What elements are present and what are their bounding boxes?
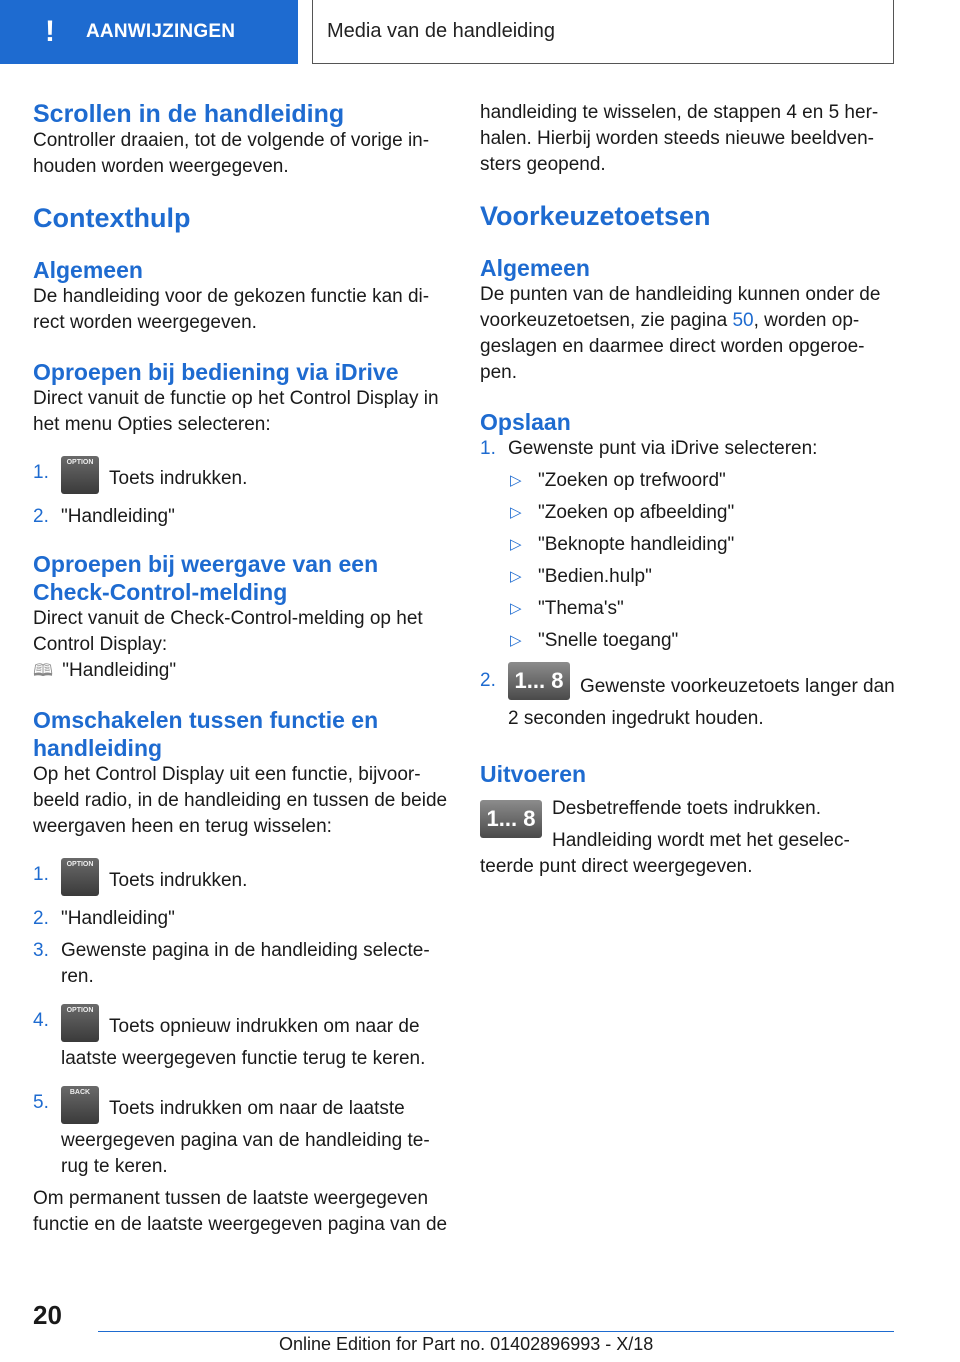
- step-number: 3.: [33, 940, 49, 961]
- idrive-steps: [33, 460, 453, 530]
- option-text: "Beknopte handleiding": [538, 534, 735, 555]
- option-button-icon: OPTION: [61, 456, 99, 494]
- list-item: [33, 906, 453, 932]
- text-part: , worden op-geslagen en daarmee direct worden opgeroe-pen.: [480, 310, 865, 383]
- check-heading: Oproepen bij weergave van een Check-Control-melding: [33, 551, 379, 605]
- list-item: [480, 564, 900, 590]
- list-item: [480, 500, 900, 526]
- triangle-bullet-icon: ▷: [510, 504, 522, 521]
- check-item: [33, 658, 453, 684]
- page-link[interactable]: 50: [732, 310, 754, 331]
- list-item: [480, 468, 900, 494]
- text-part: De punten van de handleiding kunnen onder de voorkeuzetoetsen, zie pagina: [480, 284, 881, 331]
- uitvoeren-heading: Uitvoeren: [480, 761, 587, 787]
- section-title: Media van de handleiding: [327, 20, 555, 42]
- check-text: Direct vanuit de Check-Control-melding op het Control Display:: [33, 608, 423, 655]
- option-text: "Bedien.hulp": [538, 566, 652, 587]
- preset-button-icon: 1... 8: [508, 662, 570, 700]
- step-text: Toets opnieuw indrukken om naar de laatste weergegeven functie terug te keren.: [61, 1016, 426, 1069]
- header-tab-label: AANWIJZINGEN: [86, 21, 236, 42]
- switch-steps: [33, 862, 453, 1180]
- list-item: [33, 1008, 453, 1072]
- step-number: 1.: [480, 438, 496, 459]
- uitvoeren-line2: Handleiding wordt met het geselec-teerde punt direct weergegeven.: [480, 830, 850, 877]
- option-text: "Zoeken op trefwoord": [538, 470, 726, 491]
- algemeen-heading: Algemeen: [33, 257, 143, 283]
- step-text: Toets indrukken om naar de laatste weergegeven pagina van de handleiding te-rug te keren.: [61, 1098, 430, 1177]
- check-item-text: "Handleiding": [62, 660, 177, 681]
- triangle-bullet-icon: ▷: [510, 472, 522, 489]
- step-number: 5.: [33, 1092, 49, 1113]
- opslaan-heading: Opslaan: [480, 409, 571, 435]
- uitvoeren-block: [480, 796, 900, 880]
- algemeen-heading-right: Algemeen: [480, 255, 590, 281]
- opslaan-steps-2: [480, 668, 900, 732]
- step-number: 2.: [33, 908, 49, 929]
- manual-icon: 🕮: [33, 661, 54, 680]
- list-item: [480, 436, 900, 462]
- switch-heading: Omschakelen tussen functie en handleiding: [33, 707, 379, 761]
- option-button-icon: OPTION: [61, 1004, 99, 1042]
- idrive-text: Direct vanuit de functie op het Control Display in het menu Opties selecteren:: [33, 388, 439, 435]
- option-text: "Thema's": [538, 598, 624, 619]
- step-number: 4.: [33, 1010, 49, 1031]
- idrive-heading: Oproepen bij bediening via iDrive: [33, 359, 399, 385]
- preset-button-icon: 1... 8: [480, 800, 542, 838]
- algemeen-text-right: [480, 282, 900, 386]
- scroll-text: Controller draaien, tot de volgende of vorige in-houden worden weergegeven.: [33, 130, 430, 177]
- step-text: "Handleiding": [61, 908, 175, 929]
- closing-text: Om permanent tussen de laatste weergegeven functie en de laatste weergegeven pagina van de: [33, 1188, 448, 1235]
- step-text: Gewenste punt via iDrive selecteren:: [508, 438, 818, 459]
- option-text: "Snelle toegang": [538, 630, 679, 651]
- list-item: [480, 532, 900, 558]
- list-item: [480, 596, 900, 622]
- uitvoeren-line1: Desbetreffende toets indrukken.: [552, 798, 821, 819]
- list-item: [480, 668, 900, 732]
- back-button-icon: BACK: [61, 1086, 99, 1124]
- step-number: 1.: [33, 864, 49, 885]
- contexthulp-heading: Contexthulp: [33, 203, 191, 233]
- algemeen-text: De handleiding voor de gekozen functie kan di-rect worden weergegeven.: [33, 286, 430, 333]
- header-tab: [0, 0, 298, 64]
- triangle-bullet-icon: ▷: [510, 632, 522, 649]
- list-item: [33, 1090, 453, 1180]
- voorkeuze-heading: Voorkeuzetoetsen: [480, 201, 711, 231]
- list-item: [33, 938, 453, 990]
- continued-text: handleiding te wisselen, de stappen 4 en 5 her-halen. Hierbij worden steeds nieuwe beeldven-sters geopend.: [480, 102, 879, 175]
- list-item: [33, 504, 453, 530]
- list-item: [480, 628, 900, 654]
- opslaan-steps: [480, 436, 900, 462]
- triangle-bullet-icon: ▷: [510, 536, 522, 553]
- header-section: [312, 0, 894, 64]
- step-text: Gewenste voorkeuzetoets langer dan 2 seconden ingedrukt houden.: [508, 676, 895, 729]
- step-text: "Handleiding": [61, 506, 175, 527]
- scroll-heading: Scrollen in de handleiding: [33, 100, 345, 128]
- step-text: Toets indrukken.: [109, 468, 248, 490]
- step-number: 1.: [33, 462, 49, 483]
- warning-icon: !: [45, 15, 55, 48]
- list-item: [33, 862, 453, 900]
- step-number: 2.: [480, 670, 496, 691]
- switch-text: Op het Control Display uit een functie, bijvoor-beeld radio, in de handleiding en tussen de beide weergaven heen en terug wisselen:: [33, 764, 448, 837]
- triangle-bullet-icon: ▷: [510, 568, 522, 585]
- options-list: [480, 468, 900, 654]
- step-text: Toets indrukken.: [109, 870, 248, 892]
- footer-divider: [98, 1331, 894, 1332]
- page-number: 20: [33, 1300, 62, 1330]
- footer-edition: Online Edition for Part no. 01402896993 - X/18: [279, 1334, 654, 1354]
- option-text: "Zoeken op afbeelding": [538, 502, 735, 523]
- option-button-icon: OPTION: [61, 858, 99, 896]
- triangle-bullet-icon: ▷: [510, 600, 522, 617]
- left-column: [33, 100, 453, 1238]
- list-item: [33, 460, 453, 498]
- step-text: Gewenste pagina in de handleiding selecte-ren.: [61, 940, 430, 987]
- step-number: 2.: [33, 506, 49, 527]
- right-column: [480, 100, 900, 880]
